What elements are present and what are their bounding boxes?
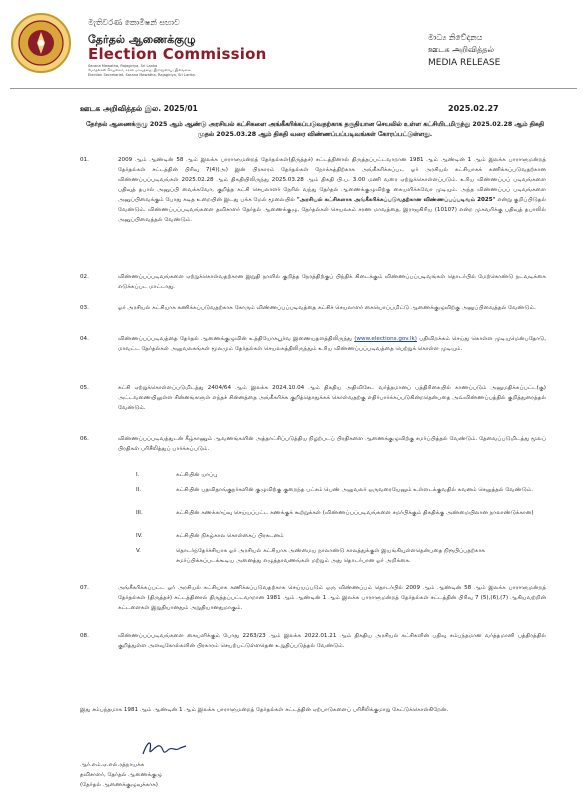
release-tamil: ஊடக அறிவித்தல் <box>428 45 495 54</box>
letterhead-english-name: Election Commission <box>88 45 267 63</box>
header-divider <box>10 88 577 89</box>
paragraph-text: என்று குறிப்பிடுதல் வேண்டும். விண்ணப்பப்படிவங்களை தவிசாளர் தேர்தல் ஆணைக்குழு, தேர்தல்கள் செயலகம் சரண மாவத்தை, இராஜகிரிய (10107) என்ற முகவரிக்கு பதிவுத் தபாலில் அனுப்பிவைத்தல் வேண்டும். <box>118 197 546 223</box>
paragraph-number: 08. <box>80 633 89 639</box>
paragraph-number: 06. <box>80 436 89 442</box>
paragraph-number: 01. <box>80 157 89 163</box>
sub-item-text: கட்சியின் நிகழ்கால கொள்கைப் பிரகடனம் <box>176 533 284 539</box>
paragraph-03: ஓர் அரசியல் கட்சியாக கணிக்கப்படுவதற்காக கோரும் விண்ணப்பப்படிவத்தை கட்சிச் செயலாளர் கையொப்பமிட்டு ஆணைக்குழுவிற்கு அனுப்பிவைத்தல் வேண்டும். <box>118 305 536 311</box>
sub-item-number: I. <box>136 472 140 478</box>
address-line: Sarana Mawatha, Rajagiriya, Sri Lanka <box>88 64 158 68</box>
paragraph-number: 03. <box>80 305 89 311</box>
signatory-name: ஆர்.எம்.ஏ.எல்.ரத்நாயக்க <box>80 762 145 768</box>
sub-item-text: கட்சியின் யாப்பு <box>176 472 218 478</box>
release-number: ஊடக அறிவித்தல் இல. 2025/01 <box>80 104 198 113</box>
paragraph-04 <box>118 334 546 354</box>
address-line: Election Secretariat, Sarana Mawatha, Rajagiriya, Sri Lanka. <box>88 72 196 77</box>
release-sinhala: මාධ්‍ය නිවේදනය <box>428 33 483 42</box>
paragraph-text: விண்ணப்பப்படிவத்தை தேர்தல் ஆணைக்குழுவின் உத்தியோகபூர்வ இணையதளத்திலிருந்து <box>118 336 352 342</box>
paragraph-number: 04. <box>80 336 89 342</box>
paragraph-08: விண்ணப்பப்படிவங்களை கையளிக்கும் போது 2263/23 ஆம் இலக்க 2022.01.21 ஆம் திகதிய அரசியல் கட்சிகளின் பதிவு சம்பந்தமான வர்த்தமானி பத்திரத்தில் குறித்துள்ள அளவுகோல்களின் பிரகாரம் செயற்பட்டுள்ளதென உறுதிப்படுத்தல் வேண்டும். <box>118 633 546 649</box>
release-date: 2025.02.27 <box>448 104 499 113</box>
sub-item-number: IV. <box>136 533 143 539</box>
letterhead-address <box>88 64 268 77</box>
letterhead-sinhala-name: මැතිවරණ කොමිෂන් සභාව <box>88 18 180 27</box>
signature-scribble-icon <box>140 736 190 760</box>
signatory-role-note: (தேர்தல் ஆணைக்குழுவுக்காக) <box>80 782 158 788</box>
paragraph-text: 2009 ஆம் ஆண்டின் 58 ஆம் இலக்க பாராளுமன்றத் தேர்தல்கள்(திருத்தச்) சட்டத்தினால் திருத்தப்பட்டவாறான 1981 ஆம் ஆண்டின் 1 ஆம் இலக்க பாராளுமன்றத் தேர்தல்கள் சட்டத்தின் பிரிவு 7(4)(அ) இன் பிரகாரம் தேர்தல்கள் நோக்கத்திற்காக அங்கீகரிக்கப்பட ஓர் அரசியல் கட்சியாகக் கணிக்கப்படுவதற்கான விண்ணப்பப்படிவங்கள் 2025.02.28 ஆம் திகதியிலிருந்து 2025.03.28 ஆம் திகதி பி.ப. 3.00 மணி வரை ஏற்றுக்கொள்ளப்படும். உரிய விண்ணப்பப் படிவங்களை பதிவுத் தபால் அனுப்பி வைக்கவோ, குறித்த கட்சி செயலாளர் நேரில் வந்து தேர்தல் ஆணைக்குழுவிற்கு கையளிக்கவோ முடியும். அந்த விண்ணப்பப் படிவங்களை அனுப்பிவைக்கும் போது கடித உறையின் இடது பக்க மேல் மூலையில் <box>118 157 546 203</box>
election-commission-emblem-icon <box>10 12 72 74</box>
paragraph-01 <box>118 155 546 225</box>
paragraph-number: 02. <box>80 274 89 280</box>
paragraph-07: அங்கீகரிக்கப்பட்ட ஓர் அரசியல் கட்சியாக கணிக்கப்படுவதற்காக செய்யப்படும் ஒரு விண்ணப்பம் தொடர்பில் 2009 ஆம் ஆண்டின் 58 ஆம் இலக்க பாராளுமன்றத் தேர்தல்கள் (திருத்தச்) சட்டத்தினால் திருத்தப்பட்டவாறான 1981 ஆம் ஆண்டின் 1 ஆம் இலக்க பாராளுமன்றத் தேர்தல்கள் சட்டத்தின் பிரிவு 7 (5),(6),(7) ஆகியவற்றின் கட்டளைகள் இறுதியானதும் அறுதியானதுமாகும். <box>118 585 546 611</box>
paragraph-number: 05. <box>80 385 89 391</box>
release-english: MEDIA RELEASE <box>428 58 501 68</box>
sub-item-number: V. <box>136 548 141 554</box>
sub-item-number: III. <box>136 510 143 516</box>
paragraph-06: விண்ணப்பப்படிவத்துடன் கீழ்காணும் ஆவணங்களின் அத்தாட்சிப்படுத்திய நிழற்படப் பிரதிகளை ஆணைக்குழுவிற்கு சமர்ப்பித்தல் வேண்டும். தேவைப்படுமிடத்து மூலப் பிரதிகள் பரிசீலித்துப் பார்க்கப்படும். <box>118 436 546 452</box>
letterhead-tamil-name: தேர்தல் ஆணைக்குழு <box>88 33 196 46</box>
envelope-marking-text: "அரசியல் கட்சிகளாக அங்கீகரிக்கப்படுவதற்கான விண்ணப்பப்படிவம் 2025" <box>296 197 496 203</box>
paragraph-02: விண்ணப்பப்படிவங்களை ஏற்றுக்கொள்வதற்கான இறுதி நாளில் குறித்த நேரத்திற்குப் பிந்திக் கிடைக்கும் விண்ணப்பப்படிவங்கள் தொடர்பில் மேற்கொண்டு நடவடிக்கை எடுக்கப்பட மாட்டாது. <box>118 274 546 290</box>
sub-item-text: கட்சியின் பதவிதாங்குநர்களின் குழுவிற்கு குறைந்த பட்சம் பெண் அலுவலர் ஒருவரையேனும் உள்ளடக்குவதில் கவனம் செலுத்தல் வேண்டும். <box>176 487 534 493</box>
closing-statement: இது சம்பந்தமாக 1981 ஆம் ஆண்டின் 1 ஆம் இலக்க பாராளுமன்றத் தேர்தல்கள் சட்டத்தின் ஏற்பாடுகளைப் பரிசீலிக்குமாறு கேட்டுக்கொள்கிறேன். <box>80 707 449 713</box>
website-link[interactable]: (www.elections.gov.lk) <box>354 336 417 342</box>
sub-item-text: கட்சியின் கணக்காய்வு செய்யப்பட்ட கணக்குக் கூற்றுக்கள் (விண்ணப்பப்படிவங்களை சமர்பிக்கும் திகதிக்கு அண்மையிலான நாலாண்டுக்கான) <box>176 510 534 516</box>
paragraph-number: 07. <box>80 585 89 591</box>
address-line: மேர்தல்கள் செயலகம், சரண மாவத்தை, இராஜகிரிய, இலங்கை. <box>88 68 192 73</box>
paragraph-text: பதிவிறக்கம் செய்து கொள்ள முடியுமென்பதோடு, மாவட்ட தேர்தல்கள் அலுவலகங்கள் மூலமும் தேர்தல்கள் செயலகத்திலிருந்தும் உரிய விண்ணப்பப்படிவத்தை பெற்றுக் கொள்ள முடியும். <box>118 336 546 352</box>
paragraph-05: கட்சி ஏற்றுக்கொள்ளப்படுமிடத்து 2404/64 ஆம் இலக்க 2024.10.04 ஆம் திகதிய அதிவிசேட வர்த்தமானப் பத்திரிகையில் காணப்படும் அனுமதிக்கப்பட்ட(கு) அட்டவணையிலுள்ள சின்னங்களுள் எந்தச் சின்னத்தை அங்கீகரிக்க குறித்தொதுக்கக் கொள்வதற்கு எதிர்பார்க்கப்படுகின்றதென்பதை அவ்விண்ணப்பத்தில் குறித்துரைத்தல் வேண்டும். <box>118 385 546 411</box>
signatory-role: தவிசாளர், தேர்தல் ஆணைக்குழு <box>80 772 163 778</box>
sub-item-text: தொடர்ந்தேர்ச்சியாக ஓர் அரசியல் கட்சியாக அண்மைய நாலாண்டு காலத்துக்குள் இயங்கியுள்ளதென்பதை நிரூபிப்பதற்காக சமர்ப்பிக்கப்படக்கூடிய அனைத்து எழுத்தாவணங்கள் மற்றும் அது தொடர்பான ஓர் அறிக்கை. <box>176 548 485 564</box>
document-title: தேர்தல் ஆணைக்குழு 2025 ஆம் ஆண்டு அரசியல் கட்சிகளை அங்கீகரிக்கப்படுவதற்காக தகுதியான செயலில் உள்ள கட்சியிடமிருந்து 2025.02.28 ஆம் திகதி முதல் 2025.03.28 ஆம் திகதி வரை விண்ணப்பப்படிவங்கள் கோரப்பட்டுள்ளது. <box>86 121 544 138</box>
sub-item-number: II. <box>136 487 142 493</box>
